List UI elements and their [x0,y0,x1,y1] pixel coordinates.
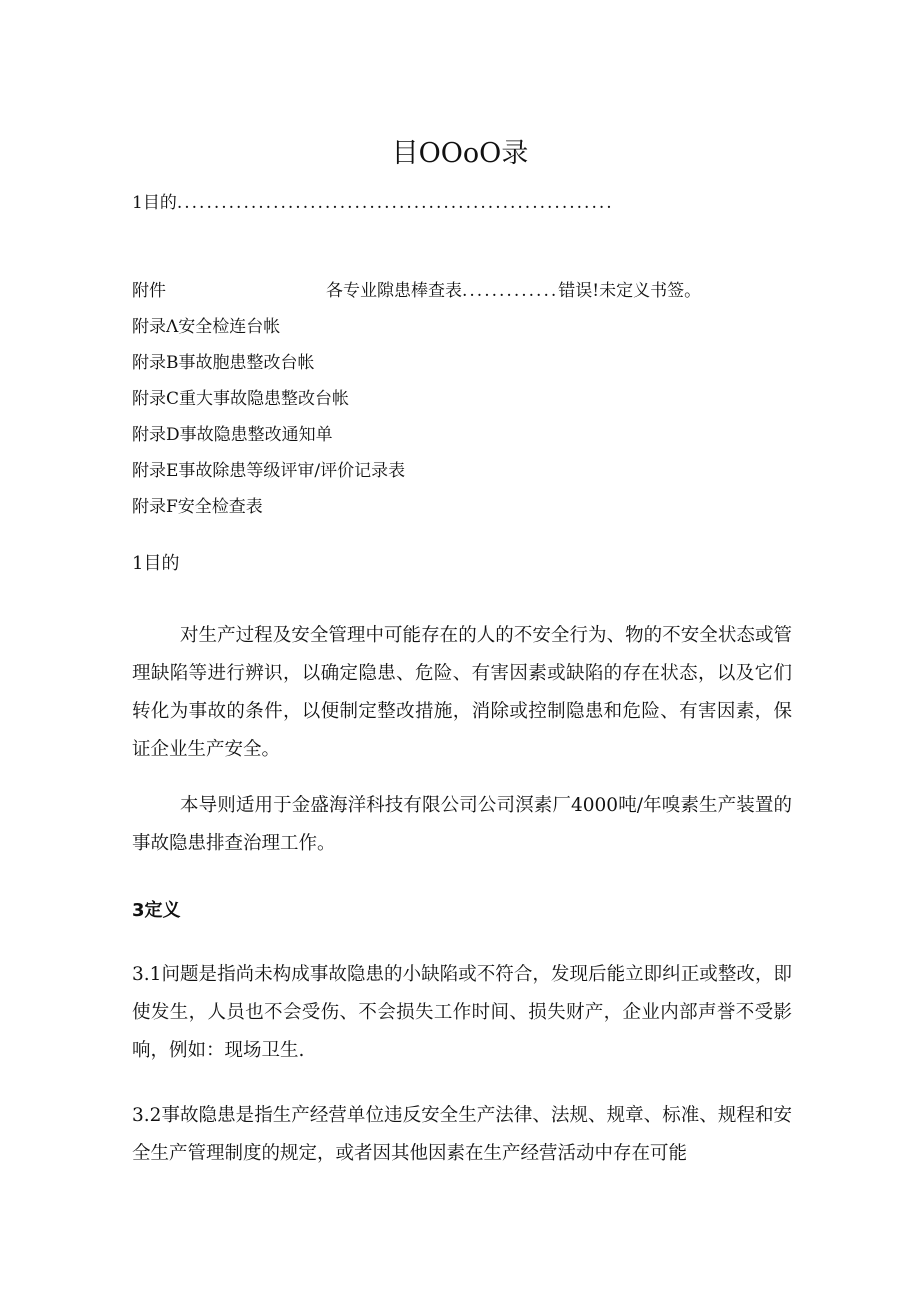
toc-entry-label: 1目的 [132,193,177,213]
toc-appendix-a: 附录Λ安全检连台帐 [132,317,281,337]
attachment-page-ref: 错误!未定义书签。 [558,281,702,301]
toc-leader-dots: ........................................................... [176,193,614,213]
toc-entry-attachment [132,278,701,304]
toc-appendix-e: 附录E事故除患等级评审/评价记录表 [132,461,406,481]
toc-leader-dots: ............. [462,281,559,301]
toc-title: 目OOoO录 [391,138,529,169]
section-1-heading: 1目的 [132,553,180,574]
attachment-label: 附件 [132,281,166,301]
section-3-heading: 3定义 [132,900,181,921]
toc-entry-purpose [132,190,614,216]
section-1-paragraph: 对生产过程及安全管理中可能存在的人的不安全行为、物的不安全状态或管理缺陷等进行辨识，以确定隐患、危险、有害因素或缺陷的存在状态，以及它们转化为事故的条件，以便制定整改措施，消除或控制隐患和危险、有害因素，保证企业生产安全。 [132,625,792,760]
scope-paragraph: 本导则适用于金盛海洋科技有限公司公司溟素厂4000吨/年嗅素生产装置的事故隐患排查治理工作。 [132,795,792,854]
attachment-text: 各专业隙患棒查表 [326,281,462,301]
definition-3-2: 3.2事故隐患是指生产经营单位违反安全生产法律、法规、规章、标准、规程和安全生产管理制度的规定，或者因其他因素在生产经营活动中存在可能 [132,1105,792,1164]
toc-appendix-b: 附录B事故胞患整改台帐 [132,353,315,373]
toc-appendix-f: 附录F安全检查表 [132,497,263,517]
toc-appendix-d: 附录D事故隐患整改通知单 [132,425,333,445]
definition-3-1: 3.1问题是指尚未构成事故隐患的小缺陷或不符合，发现后能立即纠正或整改，即使发生，人员也不会受伤、不会损失工作时间、损失财产，企业内部声誉不受影响，例如：现场卫生. [132,964,792,1061]
toc-appendix-c: 附录C重大事故隐患整改台帐 [132,389,350,409]
